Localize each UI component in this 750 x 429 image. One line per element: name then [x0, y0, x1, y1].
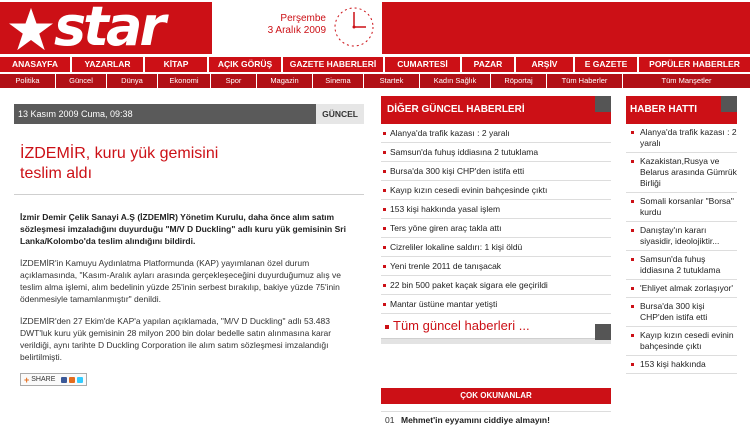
article-lead: İzmir Demir Çelik Sanayi A.Ş (İZDEMİR) Yönetim Kurulu, daha önce alım satım sözleşmesi imzaladığını duyurduğu "M/V D Duckling" adlı kuru yük gemisinin Sri Lanka/Kolombo'da teslim alındığını bildirdi.: [20, 212, 346, 246]
all-news-label: Tüm güncel haberleri ...: [393, 318, 530, 333]
subnav-kadin-saglik[interactable]: Kadın Sağlık: [420, 74, 490, 88]
nav-populer-haberler[interactable]: POPÜLER HABERLER: [639, 57, 750, 72]
list-item[interactable]: 153 kişi hakkında yasal işlem: [381, 200, 611, 219]
subnav-startek[interactable]: Startek: [364, 74, 419, 88]
plus-icon: +: [24, 374, 30, 385]
subnav-magazin[interactable]: Magazin: [257, 74, 312, 88]
nav-pazar[interactable]: PAZAR: [462, 57, 514, 72]
list-item[interactable]: Kazakistan,Rusya ve Belarus arasında Gümrük Birliği: [626, 153, 737, 193]
sub-nav: [0, 74, 750, 88]
article: [14, 104, 364, 387]
list-item[interactable]: 'Ehliyet almak zorlaşıyor': [626, 280, 737, 298]
date-display: [236, 13, 326, 37]
most-read-item[interactable]: [381, 411, 611, 429]
list-item[interactable]: Samsun'da fuhuş iddiasına 2 tutuklama: [381, 143, 611, 162]
most-read-header: ÇOK OKUNANLAR: [381, 388, 611, 404]
share-label: SHARE: [31, 376, 56, 383]
nav-gazete-haberleri[interactable]: GAZETE HABERLERİ: [283, 57, 383, 72]
list-item[interactable]: Ters yöne giren araç takla attı: [381, 219, 611, 238]
corner-decoration: [595, 324, 611, 340]
news-line-title: HABER HATTI: [630, 104, 698, 115]
most-read-number: 01: [385, 415, 395, 425]
list-item[interactable]: Alanya'da trafik kazası : 2 yaralı: [381, 124, 611, 143]
list-item[interactable]: Alanya'da trafik kazası : 2 yaralı: [626, 124, 737, 153]
star-icon: [8, 7, 54, 51]
list-item[interactable]: Bursa'da 300 kişi CHP'den istifa etti: [626, 298, 737, 327]
subnav-dunya[interactable]: Dünya: [107, 74, 157, 88]
article-paragraph-2: İZDEMİR'den 27 Ekim'de KAP'a yapılan açıklamada, "M/V D Duckling" adlı 53.483 DWT'luk kuru yük gemisinin 28 milyon 200 bin dolar bedelle satın alınmasına karar verildiği, aynı tarihte D Duckling Corporation ile alım satım sözleşmesi imzalandığı belirtilmişti.: [20, 316, 332, 362]
news-line-header: [626, 96, 737, 124]
header-banner: [382, 2, 750, 54]
list-item[interactable]: Yeni trenle 2011 de tanışacak: [381, 257, 611, 276]
article-title: [14, 144, 364, 184]
subnav-spor[interactable]: Spor: [211, 74, 256, 88]
divider: [14, 194, 364, 195]
news-line-box: [626, 96, 737, 374]
article-dateline: [14, 104, 364, 124]
logo-text: star: [54, 2, 164, 54]
other-news-box: [381, 96, 611, 344]
social-icons: [61, 377, 83, 383]
other-news-title: DİĞER GÜNCEL HABERLERİ: [387, 104, 525, 115]
article-title-line2: teslim aldı: [20, 165, 93, 182]
date-text: 3 Aralık 2009: [267, 25, 326, 36]
list-item[interactable]: Kayıp kızın cesedi evinin bahçesinde çıktı: [626, 327, 737, 356]
article-title-line1: İZDEMİR, kuru yük gemisini: [20, 145, 219, 162]
nav-arsiv[interactable]: ARŞİV: [516, 57, 573, 72]
share-button[interactable]: [20, 373, 87, 386]
facebook-icon: [61, 377, 67, 383]
site-header: [0, 0, 750, 55]
star-logo[interactable]: [0, 2, 212, 54]
list-item[interactable]: 153 kişi hakkında: [626, 356, 737, 374]
corner-decoration: [721, 96, 737, 112]
list-item[interactable]: 22 bin 500 paket kaçak sigara ele geçirildi: [381, 276, 611, 295]
bookmark-icon: [69, 377, 75, 383]
list-item[interactable]: Kayıp kızın cesedi evinin bahçesinde çıktı: [381, 181, 611, 200]
all-news-link[interactable]: [381, 314, 611, 338]
list-item[interactable]: Bursa'da 300 kişi CHP'den istifa etti: [381, 162, 611, 181]
list-item[interactable]: Mantar üstüne mantar yetişti: [381, 295, 611, 314]
subnav-ekonomi[interactable]: Ekonomi: [158, 74, 210, 88]
list-item[interactable]: Samsun'da fuhuş iddiasına 2 tutuklama: [626, 251, 737, 280]
most-read-title: Mehmet'in eyyamını ciddiye almayın!: [401, 415, 550, 425]
article-date: 13 Kasım 2009 Cuma, 09:38: [18, 109, 133, 119]
list-item[interactable]: Somali korsanlar "Borsa" kurdu: [626, 193, 737, 222]
subnav-politika[interactable]: Politika: [0, 74, 55, 88]
nav-anasayfa[interactable]: ANASAYFA: [0, 57, 70, 72]
main-nav: [0, 57, 750, 72]
nav-cumartesi[interactable]: CUMARTESİ: [385, 57, 460, 72]
nav-acik-gorus[interactable]: AÇIK GÖRÜŞ: [209, 57, 281, 72]
subnav-guncel[interactable]: Güncel: [56, 74, 106, 88]
bullet-icon: [385, 325, 389, 329]
day-name: Perşembe: [280, 13, 326, 24]
news-line-list: [626, 124, 737, 374]
other-news-list: [381, 124, 611, 314]
subnav-roportaj[interactable]: Röportaj: [491, 74, 546, 88]
list-item[interactable]: Danıştay'ın kararı siyasidir, ideolojiktir...: [626, 222, 737, 251]
list-item[interactable]: Cizreliler lokaline saldırı: 1 kişi öldü: [381, 238, 611, 257]
box-footer: [381, 338, 611, 344]
subnav-tum-mansetler[interactable]: Tüm Manşetler: [623, 74, 750, 88]
corner-decoration: [595, 96, 611, 112]
article-paragraph-1: İZDEMİR'in Kamuyu Aydınlatma Platformunda (KAP) yayımlanan özel durum açıklamasında, "Kasım-Aralık ayları arasında gerçekleşeceğini duyurduğumuz alış ve teslim alma işlemi, alım bedelinin yüzde 25'inin serbest bırakılıp, bakiye yüzde 75'inin ödenmesiyle tamamlanmıştır" denildi.: [20, 258, 341, 304]
nav-yazarlar[interactable]: YAZARLAR: [72, 57, 143, 72]
clock-icon: [333, 6, 375, 48]
other-news-header: [381, 96, 611, 124]
subnav-tum-haberler[interactable]: Tüm Haberler: [547, 74, 622, 88]
article-category[interactable]: GÜNCEL: [316, 104, 364, 124]
subnav-sinema[interactable]: Sinema: [313, 74, 363, 88]
nav-kitap[interactable]: KİTAP: [145, 57, 207, 72]
nav-e-gazete[interactable]: E GAZETE: [575, 57, 637, 72]
twitter-icon: [77, 377, 83, 383]
